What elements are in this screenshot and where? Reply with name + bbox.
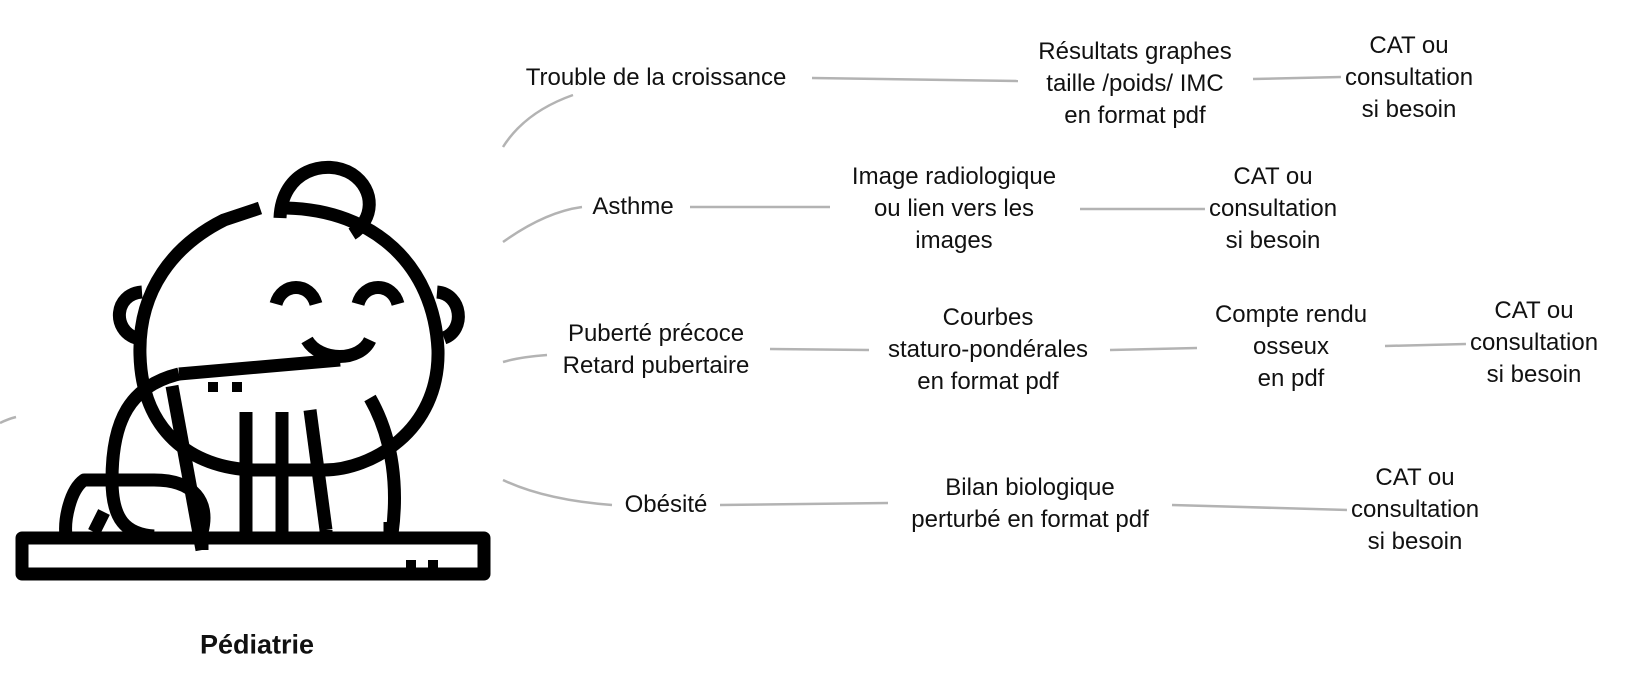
connector-hub-puberty [503, 355, 547, 362]
step-puberty-cat [1466, 295, 1602, 391]
step-puberty-curves [884, 302, 1092, 398]
node-line: CAT ou [1494, 297, 1574, 324]
node-line: CAT ou [1375, 464, 1455, 491]
node-line: CAT ou [1233, 163, 1313, 190]
node-line: si besoin [1367, 528, 1463, 555]
step-puberty-report [1211, 299, 1371, 395]
step-asthma-image [848, 161, 1060, 257]
node-line: Image radiologique [851, 163, 1057, 190]
connector-curves-report [1110, 348, 1197, 350]
crawling-baby-icon [14, 150, 500, 602]
connector-hub-obesity [503, 480, 612, 505]
node-line: CAT ou [1369, 32, 1449, 59]
connector-hub-asthma [503, 207, 582, 242]
step-growth-cat [1341, 30, 1477, 126]
node-line: osseux [1252, 333, 1330, 360]
node-line: taille /poids/ IMC [1046, 70, 1224, 97]
node-line: Retard pubertaire [562, 352, 750, 379]
connector-report-cat [1385, 344, 1466, 346]
page-title: Pédiatrie [199, 629, 315, 660]
node-line: ou lien vers les [873, 195, 1035, 222]
connector-obesity-bilan [720, 503, 888, 505]
step-obesity-bilan [907, 472, 1152, 536]
node-line: Asthme [592, 193, 674, 220]
node-line: si besoin [1486, 361, 1582, 388]
node-line: consultation [1469, 329, 1599, 356]
node-line: Obésité [624, 491, 708, 518]
step-asthma-cat [1205, 161, 1341, 257]
node-line: Courbes [942, 304, 1034, 331]
connector-results-cat [1253, 77, 1341, 79]
step-obesity-cat [1347, 462, 1483, 558]
node-line: consultation [1208, 195, 1338, 222]
condition-asthma [588, 191, 677, 223]
condition-growth [522, 62, 791, 94]
node-line: Résultats graphes [1038, 38, 1232, 65]
step-growth-results [1034, 36, 1235, 132]
connector-growth-results [812, 78, 1018, 81]
node-line: Compte rendu [1214, 301, 1368, 328]
node-line: en pdf [1257, 365, 1325, 392]
node-line: si besoin [1361, 96, 1457, 123]
node-line: Trouble de la croissance [525, 64, 787, 91]
node-line: Puberté précoce [567, 320, 745, 347]
node-line: consultation [1350, 496, 1480, 523]
node-line: staturo-pondérales [887, 336, 1089, 363]
condition-puberty [559, 318, 754, 382]
connector-bilan-cat [1172, 505, 1348, 510]
node-line: si besoin [1225, 227, 1321, 254]
node-line: en format pdf [1064, 102, 1206, 129]
node-line: Bilan biologique [945, 474, 1115, 501]
node-line: perturbé en format pdf [911, 506, 1149, 533]
condition-obesity [621, 489, 712, 521]
node-line: en format pdf [917, 368, 1059, 395]
node-line: consultation [1344, 64, 1474, 91]
connector-puberty-curves [770, 349, 869, 350]
node-line: images [915, 227, 993, 254]
connector-hub-growth [503, 95, 573, 147]
